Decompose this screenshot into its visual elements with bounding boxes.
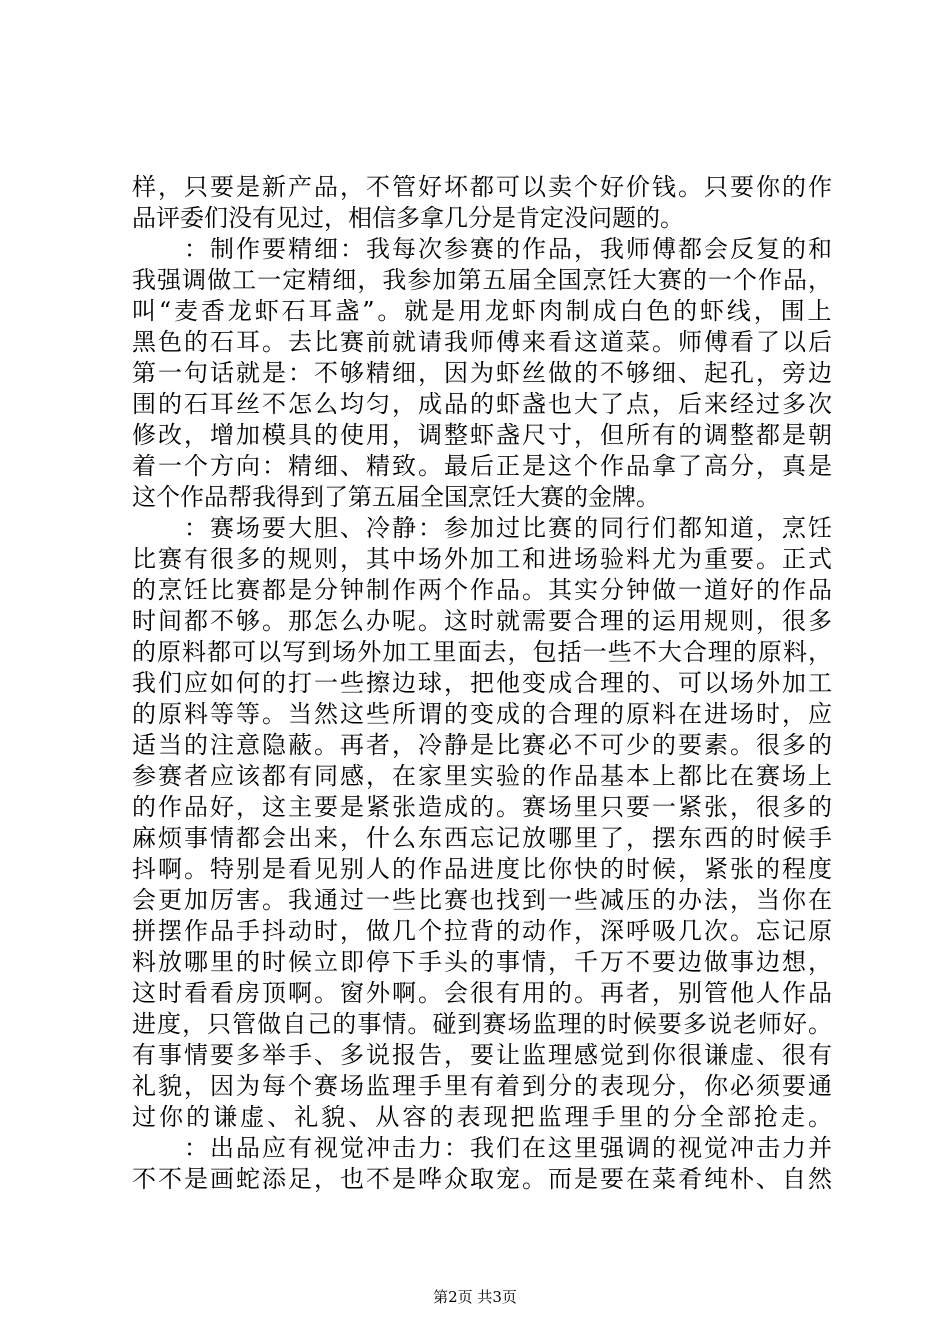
text-line: 这个作品帮我得到了第五届全国烹饪大赛的金牌。 xyxy=(132,483,660,511)
text-line: 有事情要多举手、多说报告，要让监理感觉到你很谦虚、很有 xyxy=(132,1041,834,1069)
body-text xyxy=(132,172,836,1195)
page-footer: 第2页 共3页 xyxy=(433,1288,517,1306)
text-line: 我强调做工一定精细，我参加第五届全国烹饪大赛的一个作品， xyxy=(132,266,834,294)
text-line: ：制作要精细：我每次参赛的作品，我师傅都会反复的和 xyxy=(132,235,834,263)
text-line: 麻烦事情都会出来，什么东西忘记放哪里了，摆东西的时候手 xyxy=(132,824,834,852)
text-line: 修改，增加模具的使用，调整虾盏尺寸，但所有的调整都是朝 xyxy=(132,421,834,449)
text-line: 着一个方向：精细、精致。最后正是这个作品拿了高分，真是 xyxy=(132,452,834,480)
text-line: 样，只要是新产品，不管好坏都可以卖个好价钱。只要你的作 xyxy=(132,173,834,201)
text-line: 礼貌，因为每个赛场监理手里有着到分的表现分，你必须要通 xyxy=(132,1072,834,1100)
text-line: 的原料都可以写到场外加工里面去，包括一些不大合理的原料， xyxy=(132,638,834,666)
text-line: ：出品应有视觉冲击力：我们在这里强调的视觉冲击力并 xyxy=(132,1134,834,1162)
text-line: 叫“麦香龙虾石耳盏”。就是用龙虾肉制成白色的虾线，围上 xyxy=(132,297,835,325)
text-line: 的烹饪比赛都是分钟制作两个作品。其实分钟做一道好的作品 xyxy=(132,576,834,604)
text-line: 进度，只管做自己的事情。碰到赛场监理的时候要多说老师好。 xyxy=(132,1010,834,1038)
text-line: 的原料等等。当然这些所谓的变成的合理的原料在进场时，应 xyxy=(132,700,834,728)
text-line: 时间都不够。那怎么办呢。这时就需要合理的运用规则，很多 xyxy=(132,607,834,635)
text-line: 这时看看房顶啊。窗外啊。会很有用的。再者，别管他人作品 xyxy=(132,979,834,1007)
text-line: 拼摆作品手抖动时，做几个拉背的动作，深呼吸几次。忘记原 xyxy=(132,917,834,945)
text-line: 不不是画蛇添足，也不是哗众取宠。而是要在菜肴纯朴、自然 xyxy=(132,1165,834,1193)
text-line: 参赛者应该都有同感，在家里实验的作品基本上都比在赛场上 xyxy=(132,762,834,790)
text-line: ：赛场要大胆、冷静：参加过比赛的同行们都知道，烹饪 xyxy=(132,514,834,542)
text-line: 过你的谦虚、礼貌、从容的表现把监理手里的分全部抢走。 xyxy=(132,1103,836,1131)
text-line: 我们应如何的打一些擦边球，把他变成合理的、可以场外加工 xyxy=(132,669,834,697)
text-line: 品评委们没有见过，相信多拿几分是肯定没问题的。 xyxy=(132,204,684,232)
text-line: 抖啊。特别是看见别人的作品进度比你快的时候，紧张的程度 xyxy=(132,855,834,883)
text-line: 适当的注意隐蔽。再者，冷静是比赛必不可少的要素。很多的 xyxy=(132,731,834,759)
text-line: 第一句话就是：不够精细，因为虾丝做的不够细、起孔，旁边 xyxy=(132,359,834,387)
text-line: 围的石耳丝不怎么均匀，成品的虾盏也大了点，后来经过多次 xyxy=(132,390,834,418)
text-line: 黑色的石耳。去比赛前就请我师傅来看这道菜。师傅看了以后 xyxy=(132,328,834,356)
text-line: 料放哪里的时候立即停下手头的事情，千万不要边做事边想， xyxy=(132,948,834,976)
text-line: 的作品好，这主要是紧张造成的。赛场里只要一紧张，很多的 xyxy=(132,793,834,821)
text-line: 会更加厉害。我通过一些比赛也找到一些减压的办法，当你在 xyxy=(132,886,834,914)
text-line: 比赛有很多的规则，其中场外加工和进场验料尤为重要。正式 xyxy=(132,545,834,573)
